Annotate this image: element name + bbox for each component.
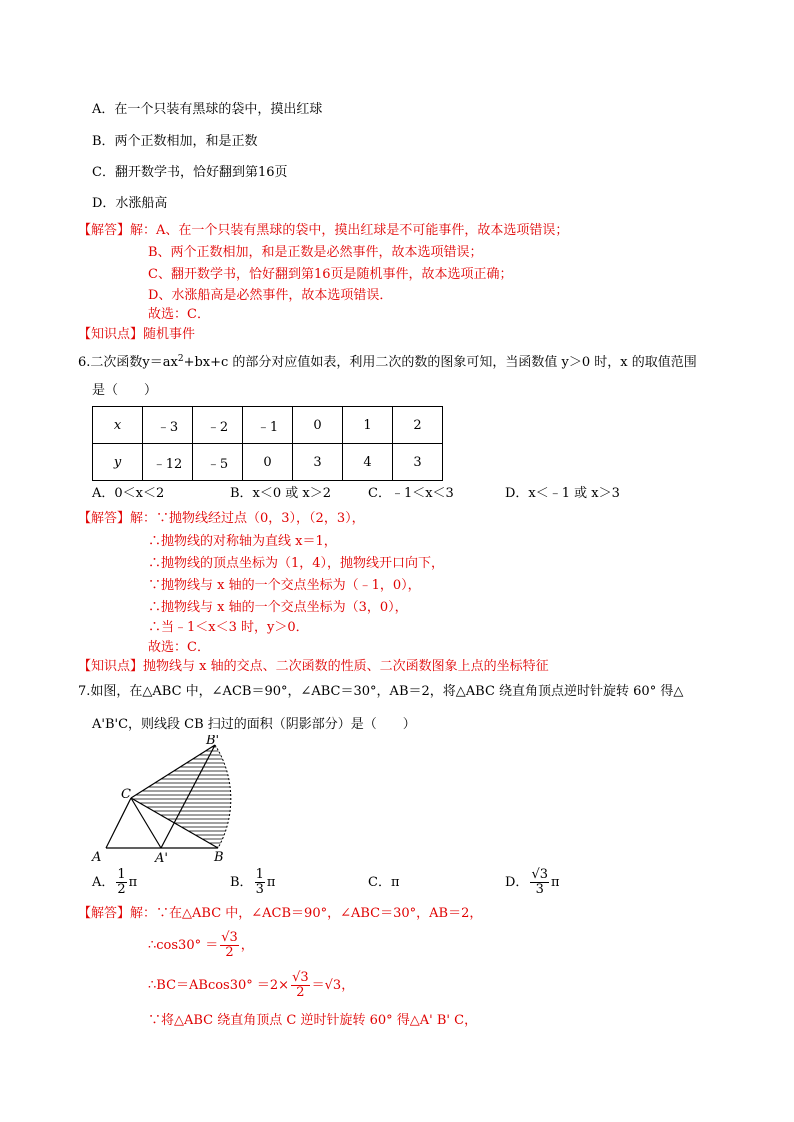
q6-answer-line: 解：∵抛物线经过点（0，3），（2，3）， — [130, 511, 365, 526]
q6-stem-line2: 是（ ） — [92, 383, 158, 398]
table-cell: ﹣12 — [143, 444, 193, 481]
shaded-sector — [118, 747, 248, 847]
q5-knowledge — [78, 326, 195, 344]
q5-answer-line: 解：A、在一个只装有黑球的袋中，摸出红球是不可能事件，故本选项错误； — [130, 223, 569, 238]
q7-option-c: C．π — [368, 875, 400, 890]
fraction-numerator: 1 — [117, 867, 126, 882]
label-b: B — [214, 850, 224, 865]
q5-option-c: C．翻开数学书，恰好翻到第16页 — [92, 165, 288, 180]
q5-option-d: D．水涨船高 — [92, 196, 168, 211]
q5-option-a: A．在一个只装有黑球的袋中，摸出红球 — [92, 102, 323, 117]
q5-answer-line: B、两个正数相加，和是正数是必然事件，故本选项错误； — [148, 245, 483, 260]
q7-figure — [88, 735, 278, 865]
answer-text: ＝√3， — [311, 978, 355, 993]
q6-option-b: B．x＜0 或 x＞2 — [230, 486, 332, 501]
q7-answer-label — [78, 905, 482, 923]
q6-answer-line: ∴抛物线的对称轴为直线 x＝1， — [148, 534, 337, 549]
option-prefix: A． — [92, 875, 115, 890]
q6-knowledge — [78, 658, 549, 676]
table-row — [93, 407, 443, 444]
q7-answer-line — [148, 970, 354, 1002]
fraction-denominator: 2 — [296, 985, 305, 1000]
q6-answer-tag: 【解答】 — [78, 511, 131, 526]
q7-option-d — [505, 868, 560, 898]
q6-option-d: D．x＜﹣1 或 x＞3 — [505, 486, 620, 501]
q6-stem-exponent: 2 — [177, 354, 184, 364]
q7-option-a — [92, 868, 137, 898]
fraction-denominator: 3 — [535, 882, 544, 897]
table-cell: ﹣3 — [143, 407, 193, 444]
q6-stem-part: 6.二次函数y＝ax — [78, 355, 178, 370]
option-prefix: B． — [230, 875, 253, 890]
q6-answer-line: ∴抛物线的顶点坐标为（1，4），抛物线开口向下， — [148, 556, 445, 571]
table-cell: 3 — [293, 444, 343, 481]
fraction-numerator: √3 — [221, 930, 238, 945]
q6-stem-part: +bx+c 的部分对应值如表，利用二次的数的图象可知，当函数值 y＞0 时，x 的取值范围 — [183, 355, 697, 370]
table-cell: ﹣2 — [193, 407, 243, 444]
q6-answer-line: ∵抛物线与 x 轴的一个交点坐标为（﹣1，0）， — [148, 578, 421, 593]
q6-answer-line: 故选：C． — [148, 640, 210, 655]
q7-option-b — [230, 868, 275, 898]
q7-answer-line — [148, 930, 254, 962]
fraction — [530, 868, 549, 897]
pi-symbol: π — [551, 875, 560, 890]
q7-answer-line: 解：∵在△ABC 中，∠ACB＝90°，∠ABC＝30°，AB＝2， — [130, 906, 483, 921]
q5-knowledge-text: 随机事件 — [143, 327, 196, 342]
label-b-prime: B' — [206, 735, 220, 748]
label-a: A — [92, 850, 102, 865]
fraction — [220, 931, 239, 960]
fraction-numerator: 1 — [255, 867, 264, 882]
answer-text: ∴cos30° ＝ — [148, 938, 219, 953]
table-cell: 4 — [343, 444, 393, 481]
q6-option-a: A．0＜x＜2 — [92, 486, 165, 501]
q7-answer-line: ∵将△ABC 绕直角顶点 C 逆时针旋转 60° 得△A' B' C， — [148, 1013, 478, 1028]
table-cell: y — [93, 444, 143, 481]
option-prefix: D． — [505, 875, 529, 890]
q6-answer-line: ∴抛物线与 x 轴的一个交点坐标为（3，0）， — [148, 600, 408, 615]
table-cell: 3 — [393, 444, 443, 481]
fraction-numerator: √3 — [531, 867, 548, 882]
q5-knowledge-tag: 【知识点】 — [78, 327, 144, 342]
fraction-denominator: 3 — [255, 882, 264, 897]
q7-answer-tag: 【解答】 — [78, 906, 131, 921]
fraction-numerator: √3 — [292, 970, 309, 985]
table-cell: 0 — [243, 444, 293, 481]
q6-knowledge-tag: 【知识点】 — [78, 659, 144, 674]
q6-value-table — [92, 406, 443, 481]
pi-symbol: π — [266, 875, 276, 890]
fraction-denominator: 2 — [117, 882, 126, 897]
q5-answer-line: C、翻开数学书，恰好翻到第16页是随机事件，故本选项正确； — [148, 267, 513, 282]
fraction — [291, 971, 310, 1000]
q5-answer-line: D、水涨船高是必然事件，故本选项错误． — [148, 288, 393, 303]
q6-answer-label — [78, 510, 365, 528]
fraction — [116, 868, 126, 897]
q5-answer-line: 故选：C． — [148, 307, 210, 322]
q5-answer-label — [78, 222, 568, 240]
table-row — [93, 444, 443, 481]
table-cell: 2 — [393, 407, 443, 444]
q5-option-b: B．两个正数相加，和是正数 — [92, 134, 258, 149]
fraction-denominator: 2 — [225, 945, 234, 960]
table-cell: ﹣1 — [243, 407, 293, 444]
q7-stem: 7.如图，在△ABC 中，∠ACB＝90°，∠ABC＝30°，AB＝2，将△ABC 绕直角顶点逆时针旋转 60° 得△ — [78, 684, 684, 699]
q7-stem-line2: A'B'C，则线段 CB 扫过的面积（阴影部分）是（ ） — [92, 717, 416, 732]
q6-stem — [78, 350, 697, 372]
q6-option-c: C．﹣1＜x＜3 — [368, 486, 454, 501]
table-cell: 0 — [293, 407, 343, 444]
q6-knowledge-text: 抛物线与 x 轴的交点、二次函数的性质、二次函数图象上点的坐标特征 — [143, 659, 549, 674]
table-cell: ﹣5 — [193, 444, 243, 481]
answer-text: ， — [240, 938, 254, 953]
table-cell: 1 — [343, 407, 393, 444]
answer-text: ∴BC＝ABcos30° ＝2× — [148, 978, 290, 993]
label-a-prime: A' — [155, 851, 168, 865]
pi-symbol: π — [128, 875, 138, 890]
table-cell: x — [93, 407, 143, 444]
label-c: C — [121, 787, 131, 802]
q5-answer-tag: 【解答】 — [78, 223, 131, 238]
q6-answer-line: ∴当﹣1＜x＜3 时，y＞0． — [148, 620, 309, 635]
fraction — [255, 868, 265, 897]
